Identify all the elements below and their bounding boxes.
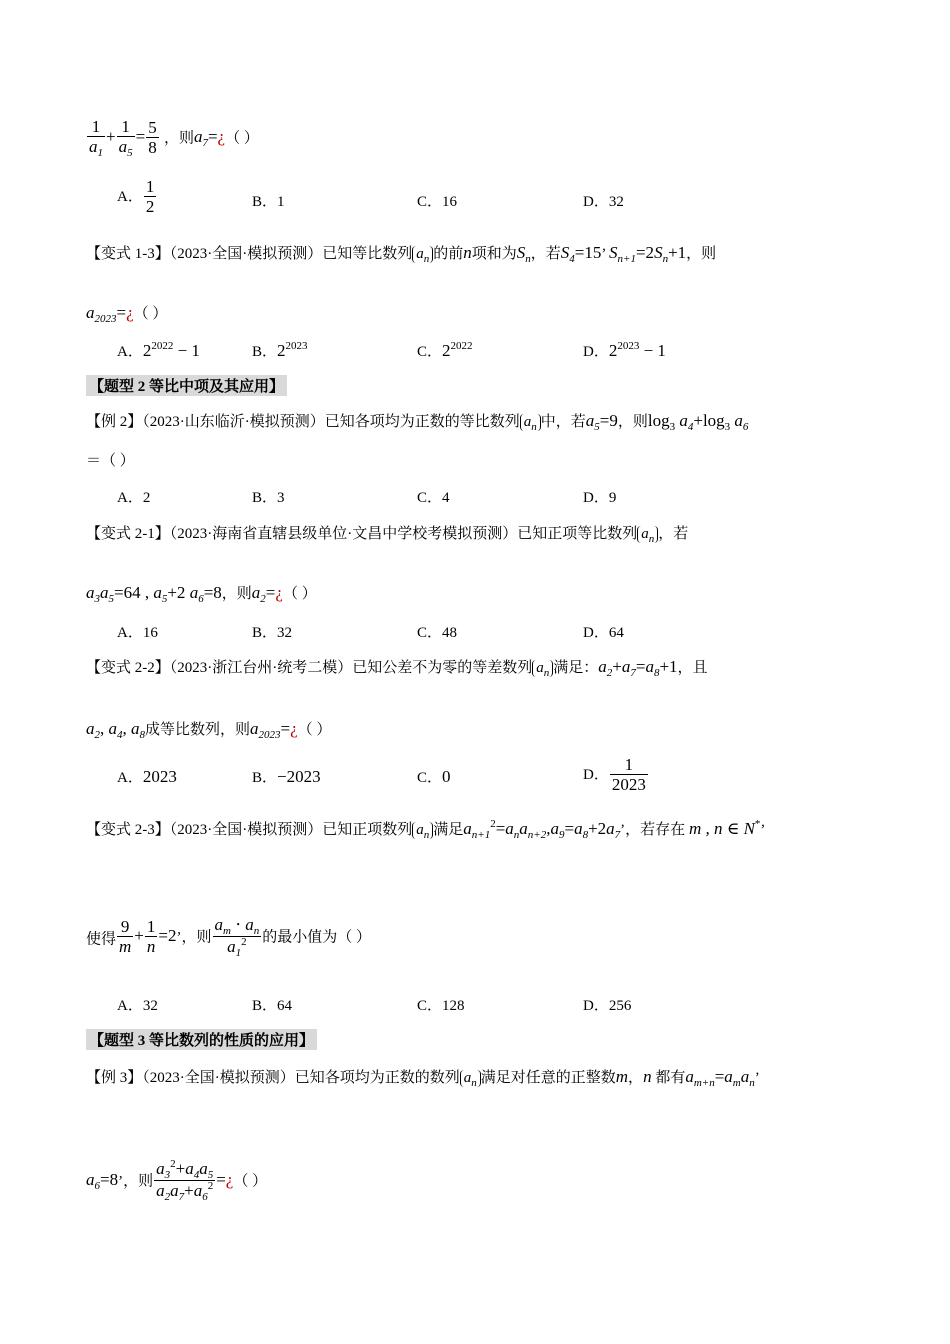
section-heading-2: 【题型 2 等比中项及其应用】 [86,375,287,396]
q2-3-stem-line2: 使得 $\frac{9}{m}$ + $\frac{1}{n}$ =2’，则 $\frac{a_m \cdot a_n}{a_1^2}$ 的最小值为（ ） [86,915,372,959]
q2-3-option-d[interactable]: D．256 [583,998,632,1014]
q1-3-option-a[interactable]: A．$2^{2022} - 1$ [117,340,200,360]
q2-1-option-c[interactable]: C．48 [417,625,458,641]
q2-2-option-b[interactable]: B．−2023 [252,767,321,786]
q2-2-option-a[interactable]: A．2023 [117,767,177,786]
q2-1-option-a[interactable]: A．16 [117,625,158,641]
q1-3-option-d[interactable]: D．$2^{2023} - 1$ [583,340,666,360]
q2-1-option-d[interactable]: D．64 [583,625,624,641]
ex2-option-a[interactable]: A．2 [117,490,151,506]
q2-3-option-c[interactable]: C．128 [417,998,465,1014]
q2-3-option-b[interactable]: B．64 [252,998,293,1014]
q1-3-option-c[interactable]: C．$2^{2022}$ [417,340,473,360]
q2-2-option-d[interactable]: D． $\frac{1}{2023}$ [583,755,646,794]
ex2-stem-line2: ＝（ ） [86,453,135,469]
q2-3-stem: 【变式 2-3】（2023·全国·模拟预测）已知正项数列 $a_n$ 满足$a_{n+1}^2=a_na_{n+2},a_9=a_8+2a_7$’，若存在 m , n ∈ N*’ [86,818,766,841]
q1-2-option-b[interactable]: B．1 [252,194,285,210]
q2-2-stem: 【变式 2-2】（2023·浙江台州·统考二模）已知公差不为零的等差数列 $a_n$ 满足：$a_2+a_7=a_8+1$，且 [86,657,708,679]
q2-2-stem-line2: $a_2$, $a_4$, $a_8$成等比数列，则$a_{2023}=¿$（ ） [86,719,332,741]
ex2-stem: 【例 2】（2023·山东临沂·模拟预测）已知各项均为正数的等比数列 $a_n$ 中，若$a_5=9$，则$\log_3 a_4+\log_3$ $a_6$ [86,411,749,433]
q1-2-condition-suffix: ，则 [163,130,194,147]
q2-3-option-a[interactable]: A．32 [117,998,158,1014]
ex2-option-b[interactable]: B．3 [252,490,285,506]
q1-2-equation: $\frac{1}{a_1}$ + $\frac{1}{a_5}$ = $\frac{5}{8}$ ，则$a_7=¿$（ ） [89,117,259,159]
ex3-stem-line2: $a_6=8$’，则 $\frac{a_3^2+a_4a_5}{a_2a_7+a_6^2}$ =¿（ ） [86,1158,268,1203]
q1-2-option-c[interactable]: C．16 [417,194,458,210]
q1-3-stem: 【变式 1-3】（2023·全国·模拟预测）已知等比数列 $a_n$ 的前n项和为$S_n$，若$S_4=15$’ $S_{n+1}=2S_n+1$，则 [86,243,717,265]
q1-2-option-a[interactable]: A． $\frac{1}{2}$ [117,177,155,216]
section-heading-3: 【题型 3 等比数列的性质的应用】 [86,1029,317,1050]
q1-2-tail: （ ） [225,130,259,147]
ex3-stem: 【例 3】（2023·全国·模拟预测）已知各项均为正数的数列 $a_n$ 满足对任意的正整数m，n 都有$a_{m+n}=a_ma_n$’ [86,1067,760,1089]
ex2-option-c[interactable]: C．4 [417,490,450,506]
q1-3-stem-line2: $a_{2023}=¿$（ ） [86,303,168,325]
q2-1-stem-line2: $a_3a_5=64$ , $a_5+2$ $a_6=8$，则$a_2=¿$（ ） [86,583,317,605]
ex2-option-d[interactable]: D．9 [583,490,617,506]
q1-2-option-d[interactable]: D．32 [583,194,624,210]
q2-1-option-b[interactable]: B．32 [252,625,293,641]
q2-2-option-c[interactable]: C．0 [417,767,451,786]
q1-3-option-b[interactable]: B．$2^{2023}$ [252,340,308,360]
q2-1-stem: 【变式 2-1】（2023·海南省直辖县级单位·文昌中学校考模拟预测）已知正项等比数列 $a_n$ ，若 [86,526,689,545]
